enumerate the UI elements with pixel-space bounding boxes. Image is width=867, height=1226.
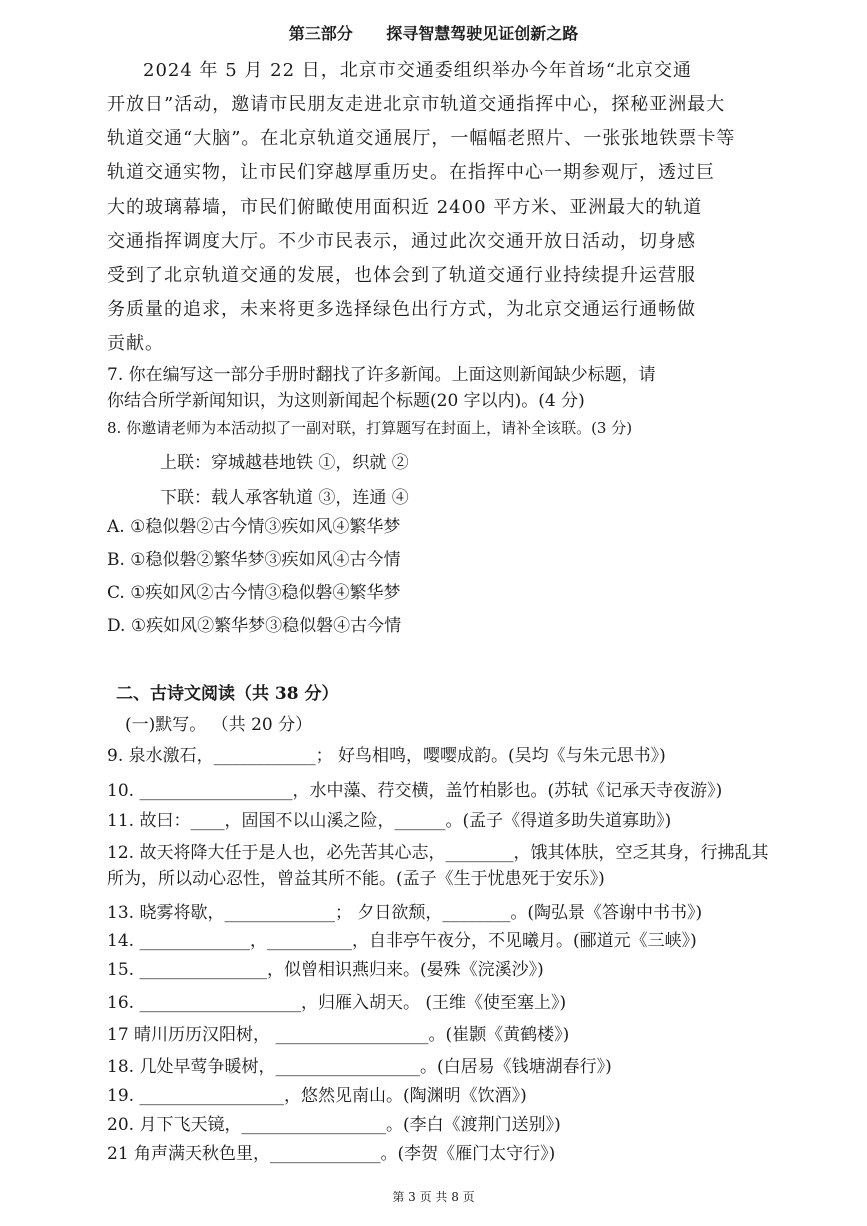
news-line: 开放日”活动，邀请市民朋友走进北京市轨道交通指挥中心，探秘亚洲最大 <box>107 94 726 115</box>
part-title: 探寻智慧驾驶见证创新之路 <box>386 24 579 43</box>
dictation-line: 14. _____________，__________，自非亭午夜分，不见曦月。(郦道元《三峡》) <box>107 931 697 951</box>
page-number: 第 3 页 共 8 页 <box>392 1190 475 1204</box>
news-line: 2024 年 5 月 22 日，北京市交通委组织举办今年首场“北京交通 <box>143 60 692 81</box>
option-c: C. ①疾如风②古今情③稳似磐④繁华梦 <box>107 583 401 603</box>
option-d: D. ①疾如风②繁华梦③稳似磐④古今情 <box>107 616 402 636</box>
question-8-stem: 8. 你邀请老师为本活动拟了一副对联，打算题写在封面上，请补全该联。(3 分) <box>107 419 633 437</box>
couplet-lower: 下联：载人承客轨道 ③，连通 ④ <box>160 488 409 508</box>
dictation-line: 20. 月下飞天镜，_________________。(李白《渡荆门送别》) <box>107 1115 561 1135</box>
question-7: 你结合所学新闻知识，为这则新闻起个标题(20 字以内)。(4 分) <box>107 391 585 411</box>
dictation-line: 21 角声满天秋色里，_____________。(李贺《雁门太守行》) <box>107 1144 556 1164</box>
news-line: 轨道交通实物，让市民们穿越厚重历史。在指挥中心一期参观厅，透过巨 <box>107 162 715 183</box>
dictation-line: 19. _________________，悠然见南山。(陶渊明《饮酒》) <box>107 1086 527 1106</box>
couplet-upper: 上联：穿城越巷地铁 ①，织就 ② <box>160 453 409 473</box>
dictation-line: 18. 几处早莺争暖树，_________________。(白居易《钱塘湖春行》) <box>107 1057 612 1077</box>
section-title: 二、古诗文阅读（共 38 分） <box>116 684 339 704</box>
option-a: A. ①稳似磐②古今情③疾如风④繁华梦 <box>107 517 401 537</box>
dictation-line: 9. 泉水激石，____________； 好鸟相鸣，嘤嘤成韵。(吴均《与朱元思书》) <box>107 746 666 766</box>
part-label: 第三部分 <box>288 24 353 43</box>
news-line: 受到了北京轨道交通的发展，也体会到了轨道交通行业持续提升运营服 <box>107 265 696 286</box>
dictation-line: 16. ___________________，归雁入胡天。 (王维《使至塞上》) <box>107 993 567 1013</box>
option-b: B. ①稳似磐②繁华梦③疾如风④古今情 <box>107 550 401 570</box>
news-line: 大的玻璃幕墙，市民们俯瞰使用面积近 2400 平方米、亚洲最大的轨道 <box>107 197 703 218</box>
dictation-line: 13. 晓雾将歇，_____________； 夕日欲颓，________。(陶弘景《答谢中书书》) <box>107 903 703 923</box>
news-line: 务质量的追求，未来将更多选择绿色出行方式，为北京交通运行通畅做 <box>107 299 696 320</box>
dictation-line: 10. __________________，水中藻、荇交横，盖竹柏影也。(苏轼《记承天寺夜游》) <box>107 781 723 801</box>
section-subtitle: (一)默写。 （共 20 分） <box>125 715 313 735</box>
dictation-line: 11. 故曰：____，固国不以山溪之险，______。(孟子《得道多助失道寡助》) <box>107 811 672 831</box>
question-7: 7. 你在编写这一部分手册时翻找了许多新闻。上面这则新闻缺少标题，请 <box>107 365 656 385</box>
news-line: 轨道交通“大脑”。在北京轨道交通展厅，一幅幅老照片、一张张地铁票卡等 <box>107 128 736 149</box>
dictation-line: 15. _______________，似曾相识燕归来。(晏殊《浣溪沙》) <box>107 960 544 980</box>
news-line: 交通指挥调度大厅。不少市民表示，通过此次交通开放日活动，切身感 <box>107 231 696 252</box>
dictation-line: 12. 故天将降大任于是人也，必先苦其心志，________，饿其体肤，空乏其身，行拂乱其 <box>107 843 769 863</box>
dictation-line: 17 晴川历历汉阳树， __________________。(崔颢《黄鹤楼》) <box>107 1025 570 1045</box>
page-title <box>0 23 867 45</box>
dictation-line: 所为，所以动心忍性，曾益其所不能。(孟子《生于忧患死于安乐》) <box>107 869 605 889</box>
news-line: 贡献。 <box>107 333 164 354</box>
